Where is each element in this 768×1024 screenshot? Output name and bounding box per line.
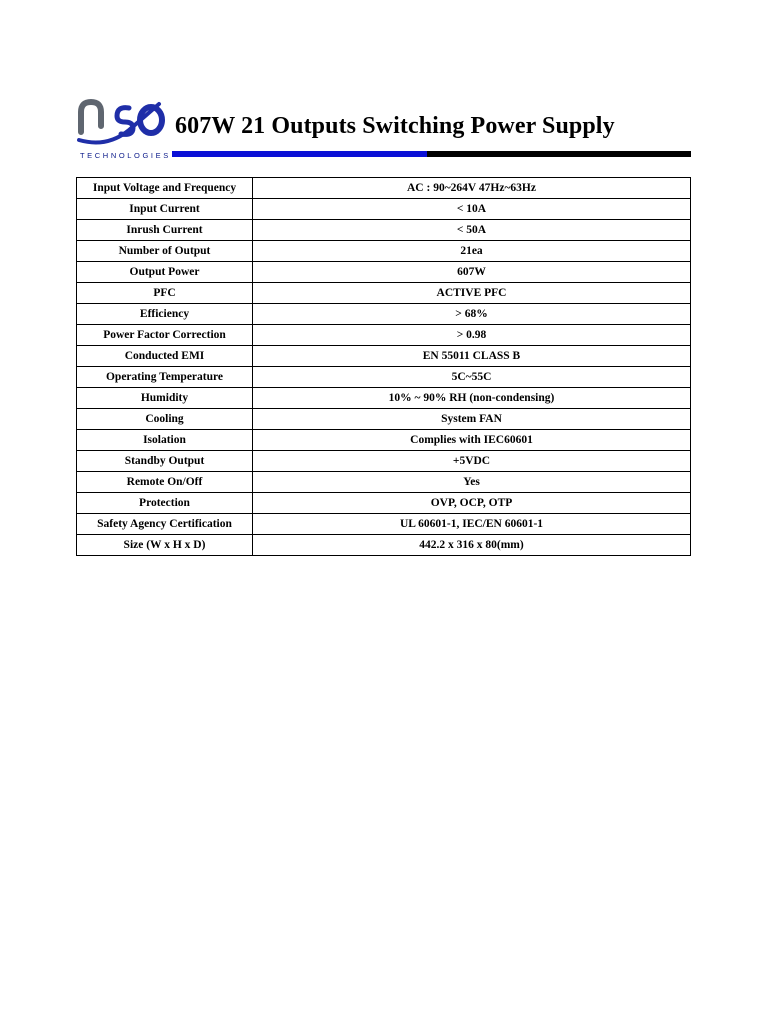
spec-label: Remote On/Off [77,472,253,493]
spec-row [77,409,691,430]
underline-black-segment [427,151,691,157]
spec-label: Conducted EMI [77,346,253,367]
spec-row [77,451,691,472]
spec-value: 21ea [253,241,691,262]
spec-row [77,514,691,535]
title-underline [172,151,691,157]
spec-value: OVP, OCP, OTP [253,493,691,514]
spec-row [77,346,691,367]
spec-label: Safety Agency Certification [77,514,253,535]
spec-value: ACTIVE PFC [253,283,691,304]
spec-row [77,283,691,304]
spec-row [77,493,691,514]
spec-label: Input Voltage and Frequency [77,178,253,199]
spec-label: Isolation [77,430,253,451]
spec-value: 5C~55C [253,367,691,388]
spec-label: Humidity [77,388,253,409]
spec-row [77,241,691,262]
spec-value: AC : 90~264V 47Hz~63Hz [253,178,691,199]
spec-row [77,472,691,493]
logo-tagline: TECHNOLOGIES [80,151,171,160]
spec-value: 607W [253,262,691,283]
spec-value: Complies with IEC60601 [253,430,691,451]
spec-row [77,535,691,556]
spec-label: Inrush Current [77,220,253,241]
spec-label: Operating Temperature [77,367,253,388]
spec-label: PFC [77,283,253,304]
spec-table-body [77,178,691,556]
spec-value: 10% ~ 90% RH (non-condensing) [253,388,691,409]
spec-row [77,430,691,451]
spec-value: UL 60601-1, IEC/EN 60601-1 [253,514,691,535]
spec-row [77,178,691,199]
spec-value: 442.2 x 316 x 80(mm) [253,535,691,556]
spec-label: Input Current [77,199,253,220]
spec-row [77,388,691,409]
spec-label: Protection [77,493,253,514]
spec-label: Power Factor Correction [77,325,253,346]
spec-row [77,325,691,346]
spec-value: EN 55011 CLASS B [253,346,691,367]
spec-label: Size (W x H x D) [77,535,253,556]
spec-value: > 0.98 [253,325,691,346]
spec-row [77,262,691,283]
spec-row [77,367,691,388]
spec-label: Standby Output [77,451,253,472]
spec-value: < 10A [253,199,691,220]
spec-label: Cooling [77,409,253,430]
spec-row [77,199,691,220]
underline-blue-segment [172,151,427,157]
spec-value: System FAN [253,409,691,430]
spec-value: > 68% [253,304,691,325]
spec-label: Output Power [77,262,253,283]
spec-row [77,304,691,325]
spec-label: Efficiency [77,304,253,325]
spec-row [77,220,691,241]
spec-value: Yes [253,472,691,493]
logo-icon [77,96,169,152]
spec-label: Number of Output [77,241,253,262]
spec-table [76,177,691,556]
page-title: 607W 21 Outputs Switching Power Supply [175,113,615,139]
spec-value: < 50A [253,220,691,241]
spec-value: +5VDC [253,451,691,472]
